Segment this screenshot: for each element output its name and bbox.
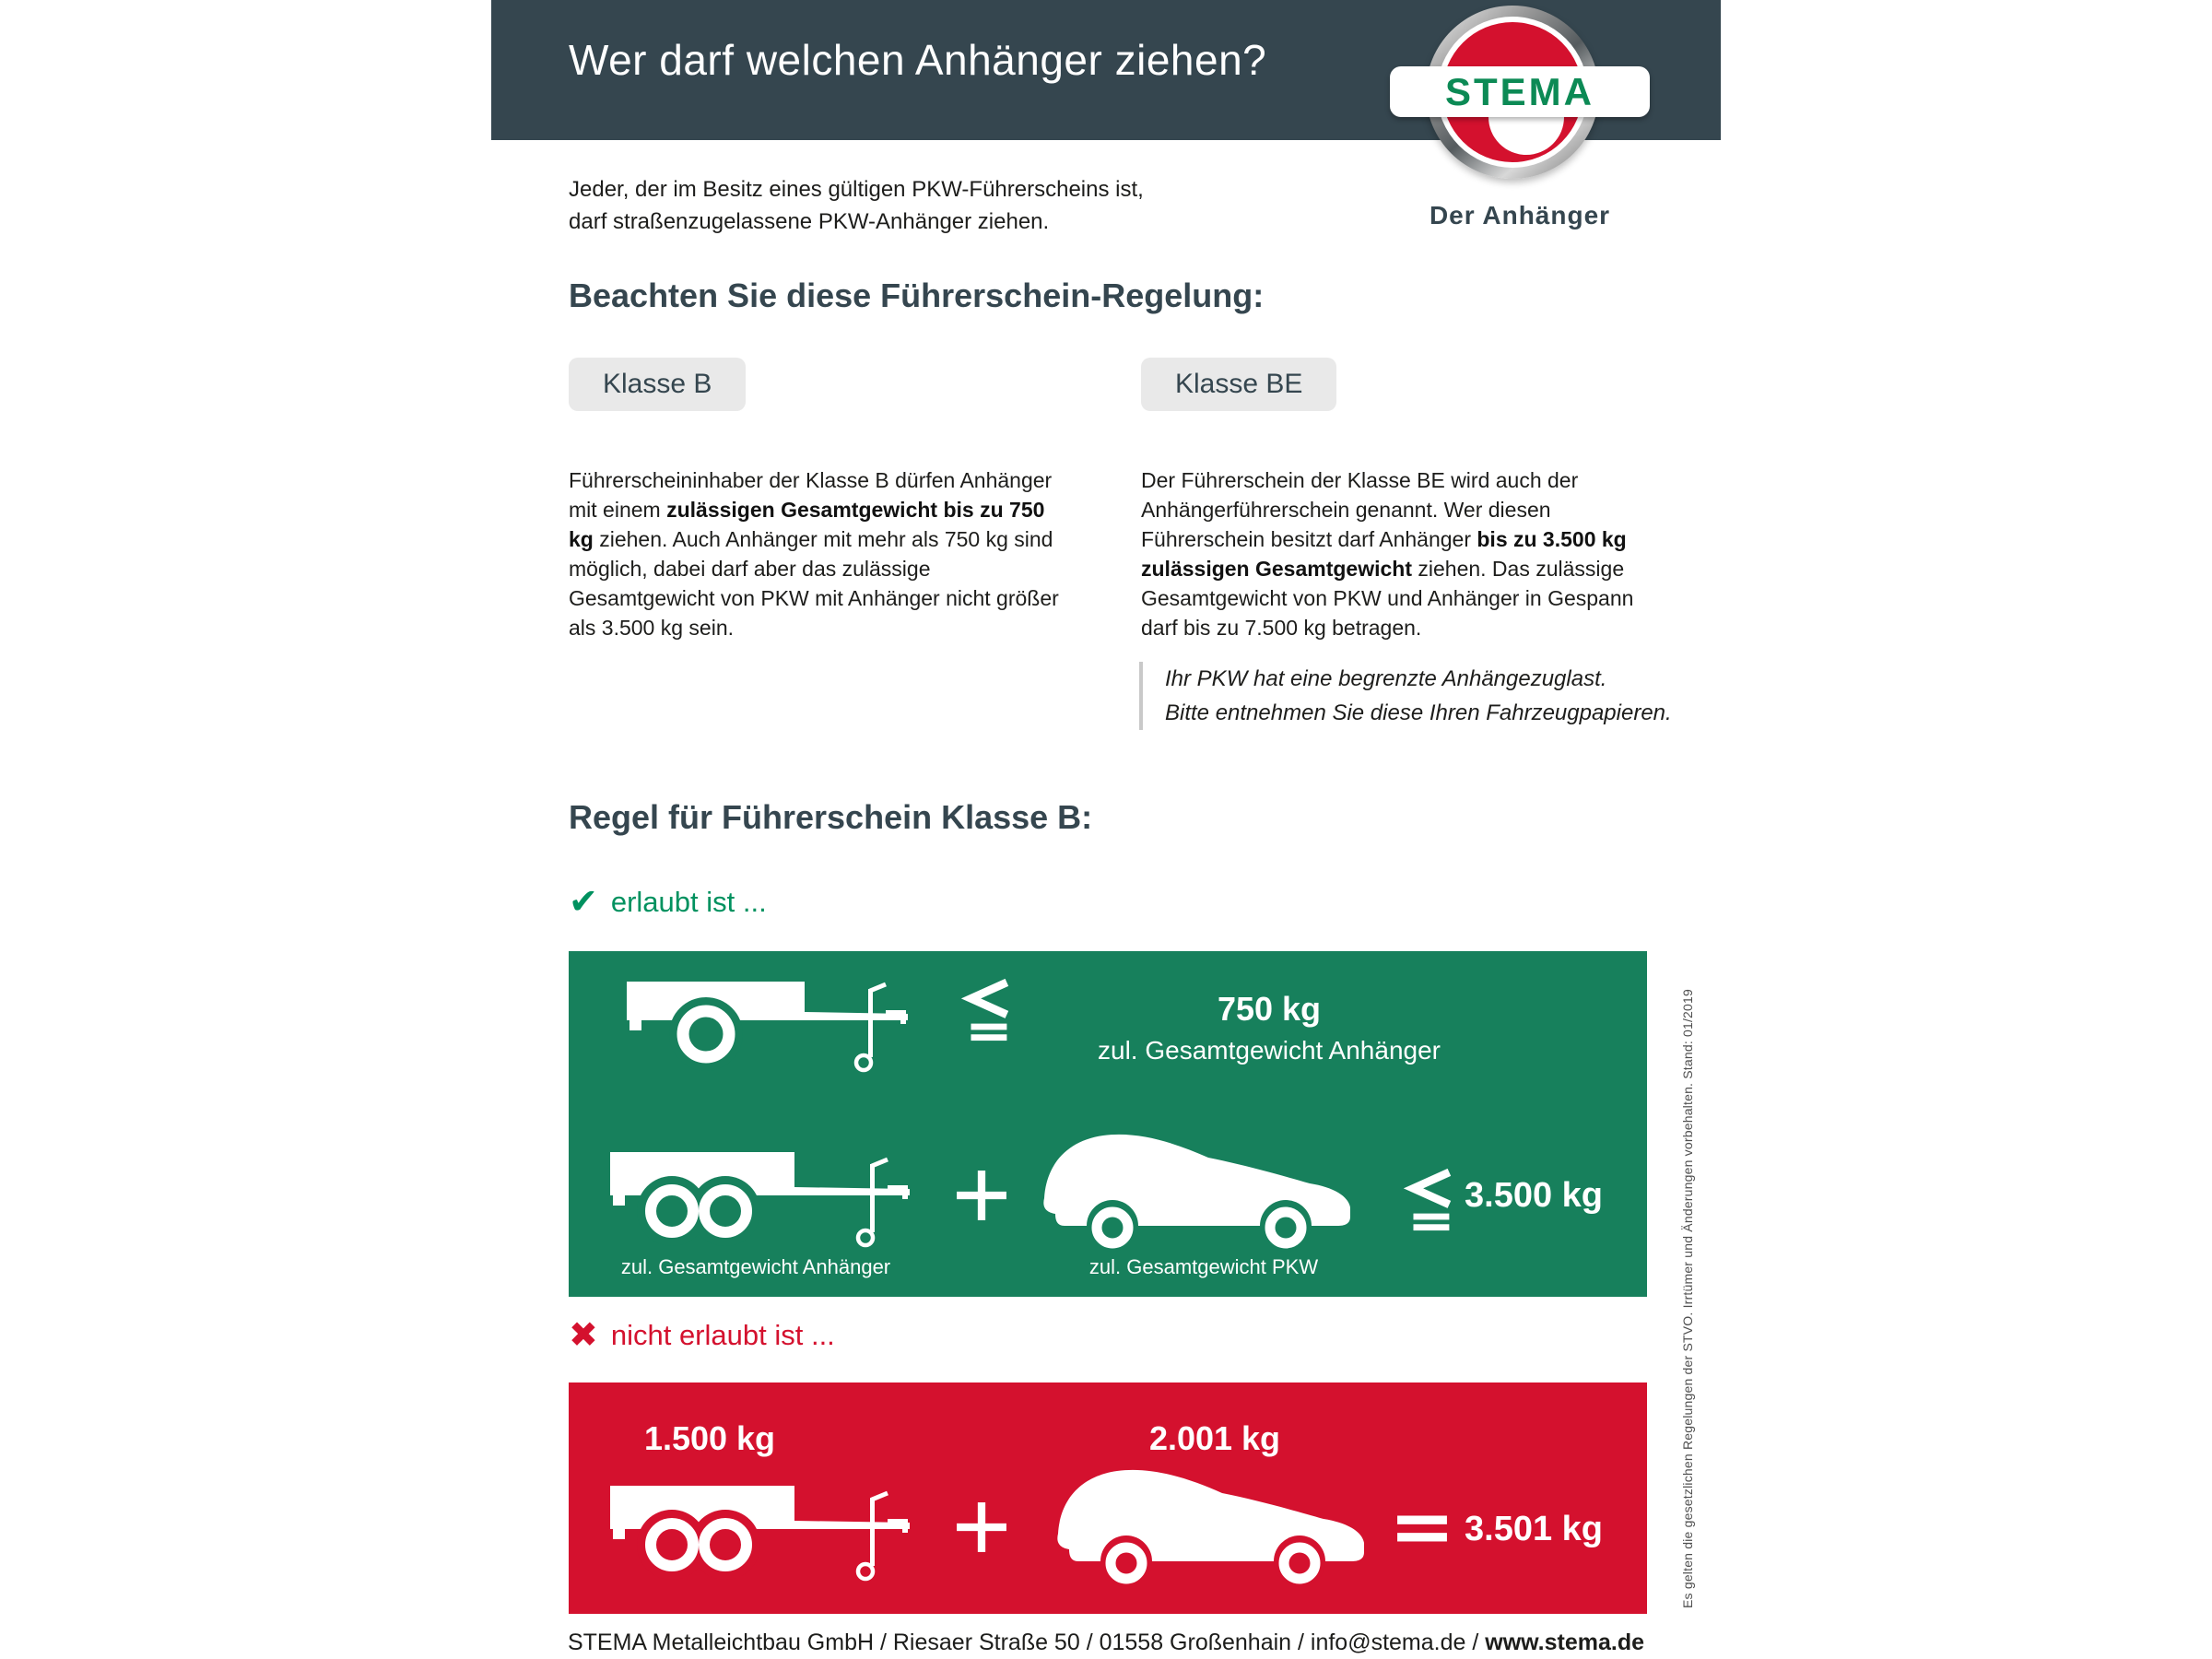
logo-tagline: Der Anhänger bbox=[1429, 201, 1611, 229]
single-axle-trailer-icon bbox=[622, 977, 917, 1097]
allowed-panel bbox=[569, 951, 1647, 1297]
trailer-weight: 1.500 kg bbox=[643, 1419, 776, 1457]
car-weight: 2.001 kg bbox=[1148, 1419, 1281, 1457]
towing-capacity-note bbox=[1139, 662, 1681, 730]
tandem-trailer-icon bbox=[606, 1148, 919, 1270]
rules-section-heading: Regel für Führerschein Klasse B: bbox=[569, 798, 1093, 836]
tandem-trailer-icon bbox=[606, 1482, 919, 1604]
car-icon bbox=[1037, 1126, 1359, 1255]
forbidden-total: 3.501 kg bbox=[1465, 1510, 1603, 1548]
legal-side-note: Es gelten die gesetzlichen Regelungen der STVO. Irrtümer und Änderungen vorbehalten. Stand: 01/2019 bbox=[1680, 988, 1695, 1608]
stema-wordmark: STEMA bbox=[1445, 70, 1594, 113]
equals-icon bbox=[1395, 1512, 1449, 1547]
intro-text bbox=[569, 173, 1144, 238]
logo-wordmark-band bbox=[1390, 66, 1650, 117]
row2-total: 3.500 kg bbox=[1465, 1176, 1603, 1215]
note-line-1: Ihr PKW hat eine begrenzte Anhängezuglast. bbox=[1165, 666, 1607, 691]
not-allowed-label-row bbox=[569, 1318, 835, 1353]
row2-car-caption: zul. Gesamtgewicht PKW bbox=[1088, 1255, 1319, 1278]
car-icon bbox=[1051, 1462, 1373, 1591]
klasse-b-bold: zulässigen Gesamtgewicht bis zu 750 kg bbox=[569, 498, 1045, 551]
plus-icon bbox=[955, 1169, 1008, 1222]
footer-company-line: STEMA Metalleichtbau GmbH / Riesaer Straße 50 / 01558 Großenhain / info@stema.de / bbox=[567, 1630, 1486, 1655]
intro-line-1: Jeder, der im Besitz eines gültigen PKW-Führerscheins ist, bbox=[569, 177, 1144, 202]
klasse-be-bold: bis zu 3.500 kg zulässigen Gesamtgewicht bbox=[1141, 527, 1627, 581]
klasse-be-text: Der Führerschein der Klasse BE wird auch der Anhängerführerschein genannt. Wer diesen Führerschein besitzt darf Anhänger bbox=[1141, 468, 1579, 551]
plus-icon bbox=[955, 1500, 1008, 1554]
row1-limit: 750 kg bbox=[1217, 990, 1322, 1028]
row1-limit-block bbox=[1011, 990, 1527, 1065]
row1-caption: zul. Gesamtgewicht Anhänger bbox=[1098, 1036, 1441, 1065]
not-allowed-panel bbox=[569, 1382, 1647, 1614]
row2-trailer-caption: zul. Gesamtgewicht Anhänger bbox=[620, 1255, 891, 1278]
allowed-label: erlaubt ist ... bbox=[610, 886, 767, 918]
license-section-heading: Beachten Sie diese Führerschein-Regelung: bbox=[569, 276, 1265, 314]
klasse-b-paragraph bbox=[569, 465, 1071, 642]
badge-klasse-be: Klasse BE bbox=[1141, 358, 1336, 411]
cross-icon: ✖ bbox=[569, 1316, 598, 1355]
footer bbox=[491, 1630, 1721, 1656]
klasse-b-text: Führerscheininhaber der Klasse B dürfen Anhänger mit einem bbox=[569, 468, 1053, 522]
page-title: Wer darf welchen Anhänger ziehen? bbox=[569, 36, 1267, 84]
allowed-label-row bbox=[569, 885, 767, 920]
badge-klasse-b: Klasse B bbox=[569, 358, 746, 411]
less-equal-icon bbox=[1401, 1169, 1458, 1233]
note-line-2: Bitte entnehmen Sie diese Ihren Fahrzeugpapieren. bbox=[1165, 700, 1672, 725]
flyer-page bbox=[491, 0, 1721, 1659]
footer-website: www.stema.de bbox=[1485, 1630, 1645, 1655]
less-equal-icon bbox=[959, 979, 1016, 1043]
klasse-b-text-post: ziehen. Auch Anhänger mit mehr als 750 kg sind möglich, dabei darf aber das zulässige Gesamtgewicht von PKW mit Anhänger nicht größer als 3.500 kg sein. bbox=[569, 527, 1059, 640]
not-allowed-label: nicht erlaubt ist ... bbox=[610, 1319, 835, 1351]
klasse-be-paragraph bbox=[1141, 465, 1657, 642]
klasse-be-text-post: ziehen. Das zulässige Gesamtgewicht von PKW und Anhänger in Gespann darf bis zu 7.500 kg betragen. bbox=[1141, 557, 1634, 640]
intro-line-2: darf straßenzugelassene PKW-Anhänger ziehen. bbox=[569, 209, 1050, 234]
check-icon: ✔ bbox=[569, 883, 598, 922]
